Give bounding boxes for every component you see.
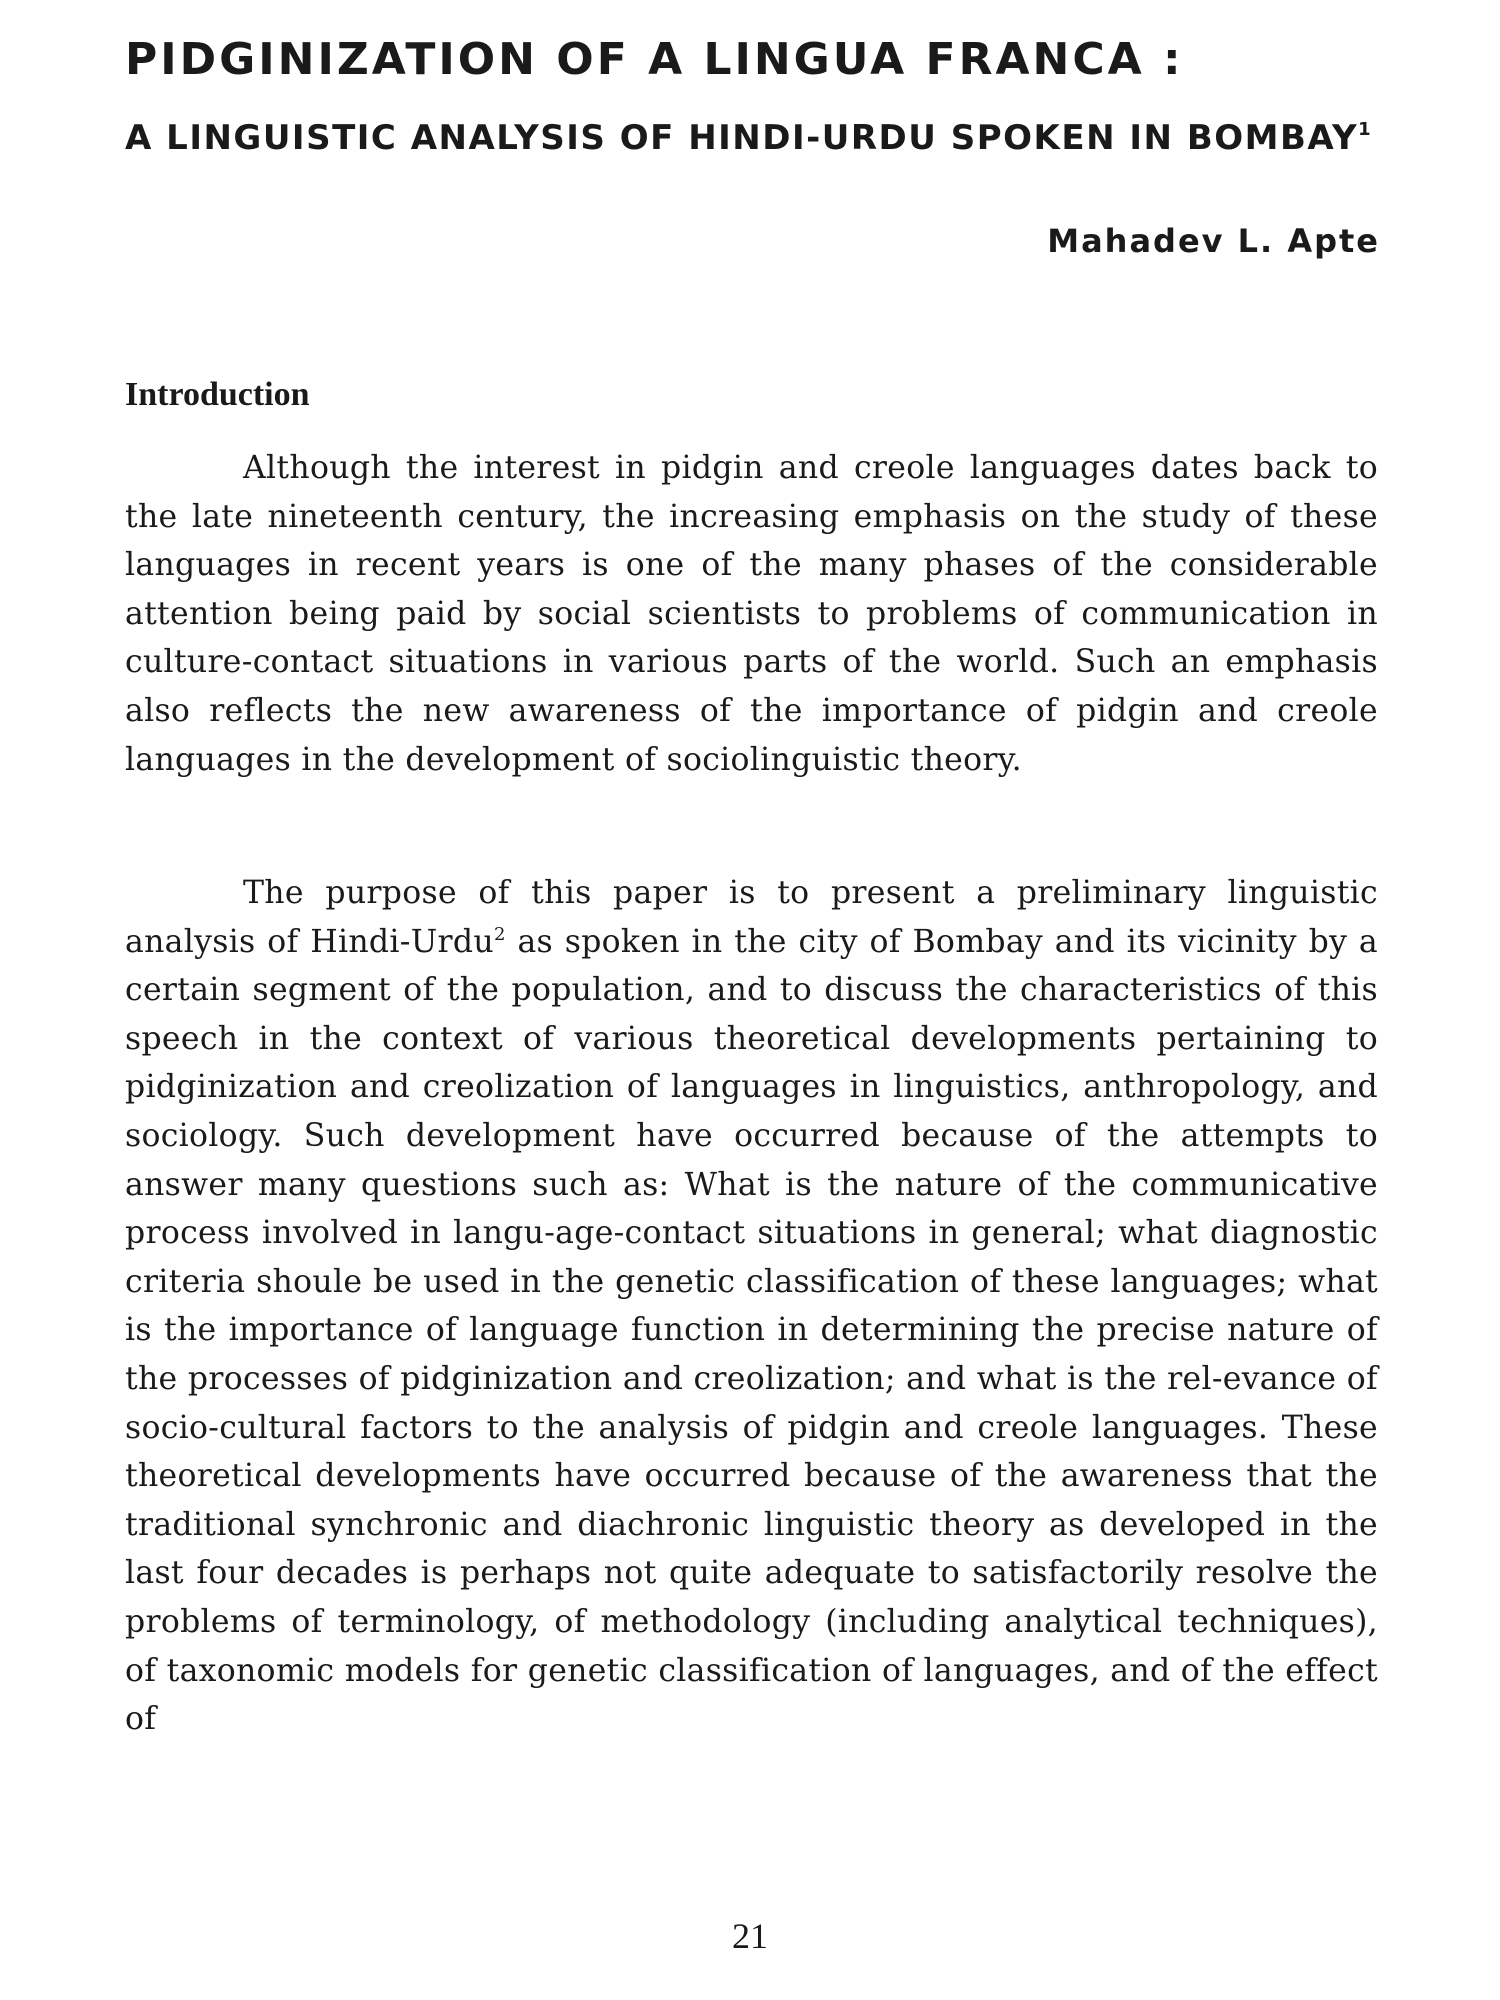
article-subtitle <box>125 118 1385 158</box>
paragraph-2-rest: as spoken in the city of Bombay and its vicinity by a certain segment of the population, and to discuss the characteristics of this speech in the context of various theoretical developments pertaining to pidginization and creolization of languages in linguistics, anthropology, and sociology. Such development have occurred because of the attempts to answer many questions such as: What is the nature of the communicative process involved in langu-age-contact situations in general; what diagnostic criteria shoule be used in the genetic classification of these languages; what is the importance of language function in determining the precise nature of the processes of pidginization and creolization; and what is the rel-evance of socio-cultural factors to the analysis of pidgin and creole languages. These theoretical developments have occurred because of the awareness that the traditional synchronic and diachronic linguistic theory as developed in the last four decades is perhaps not quite adequate to satisfactorily resolve the problems of terminology, of methodology (including analytical techniques), of taxonomic models for genetic classification of languages, and of the effect of <box>125 923 1378 1738</box>
page-number: 21 <box>732 1916 768 1956</box>
section-heading-introduction: Introduction <box>125 376 310 413</box>
author-name: Mahadev L. Apte <box>1047 222 1380 260</box>
paragraph-1: Although the interest in pidgin and creole languages dates back to the late nineteenth century, the increasing emphasis on the study of these languages in recent years is one of the many phases of the considerable attention being paid by social scientists to problems of communication in culture-contact situations in various parts of the world. Such an emphasis also reflects the new awareness of the importance of pidgin and creole languages in the development of sociolinguistic theory. <box>125 450 1378 778</box>
article-title: PIDGINIZATION OF A LINGUA FRANCA : <box>125 34 1184 85</box>
paragraph-2 <box>125 869 1378 1744</box>
subtitle-footnote-marker: 1 <box>1358 119 1371 140</box>
paragraph-2-footnote-marker: 2 <box>493 923 506 945</box>
article-subtitle-text: A LINGUISTIC ANALYSIS OF HINDI-URDU SPOKEN IN BOMBAY <box>125 118 1359 158</box>
paragraph-2-start: The purpose of this paper is to present a preliminary linguistic analysis of Hindi-Urdu <box>125 875 1378 960</box>
